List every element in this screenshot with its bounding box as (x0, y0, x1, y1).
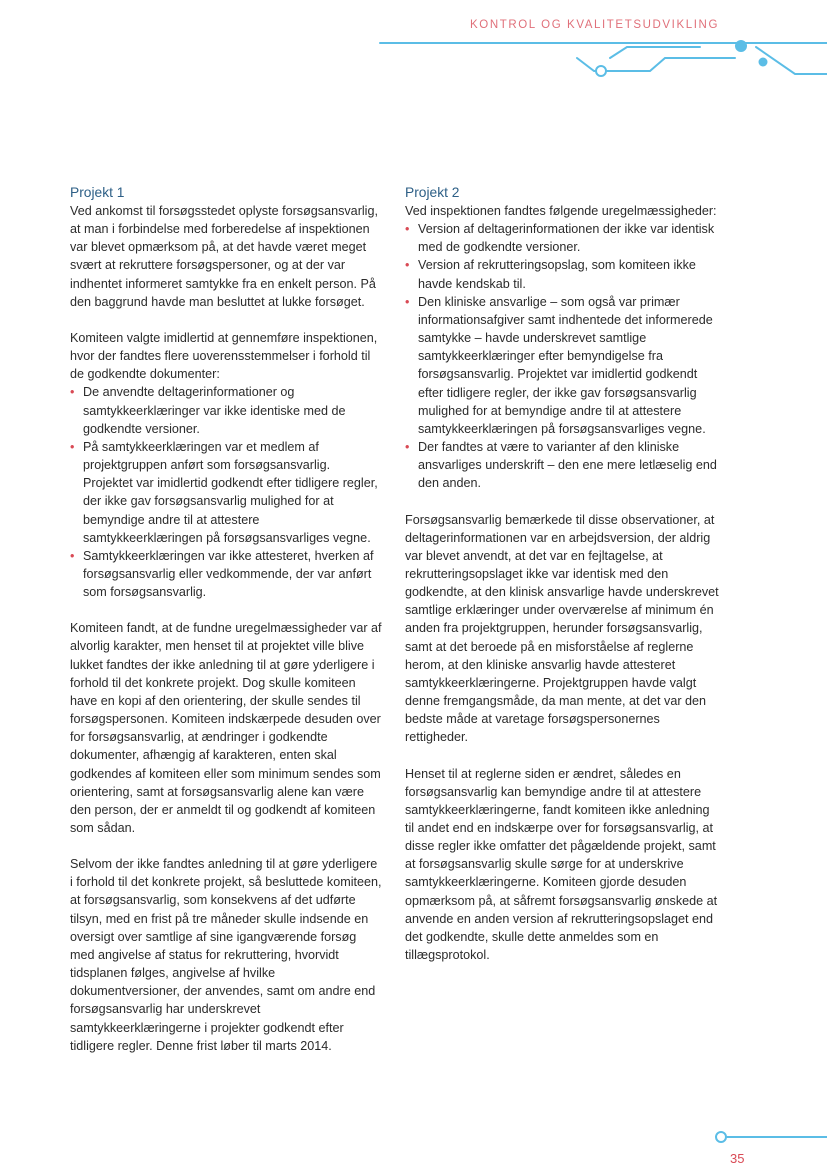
circuit-node-large (735, 40, 747, 52)
project-2-heading: Projekt 2 (405, 185, 460, 200)
paragraph: Komiteen valgte imidlertid at gennemføre inspektionen, hvor der fandtes flere uoverensstemmelser i forhold til de godkendte dokumenter: (70, 330, 378, 382)
paragraph: Henset til at reglerne siden er ændret, således en forsøgsansvarlig kan bemyndige andre til at attestere samtykkeerklæringerne, fandt komiteen ikke anledning til andet end en indskærpe over for forsøgsansvarlig, at disse regler ikke omfatter det pågældende projekt, samt at forsøgsansvarlig skulle sørge for at underskrive samtykkeerklæringerne. Komiteen gjorde desuden opmærksom på, at såfremt forsøgsansvarlig ønskede at anvende en anden version af rekrutteringsopslaget end det godkendte, skulle dette anmeldes som en tillægsprotokol. (405, 766, 718, 963)
circuit-line-branch (610, 47, 700, 58)
paragraph: Ved ankomst til forsøgsstedet oplyste forsøgsansvarlig, at man i forbindelse med forberedelse af inspektionen var blevet opmærksom på, at det havde været meget svært at rekruttere forsøgspersoner, og at der var indhentet informeret samtykke fra en enkelt person. På den baggrund havde man besluttet at lukke forsøget. (70, 204, 378, 309)
section-header-label: KONTROL OG KVALITETSUDVIKLING (470, 19, 719, 31)
list-item: • Der fandtes at være to varianter af den kliniske ansvarliges underskrift – den ene mere letlæselig end den anden. (405, 438, 721, 492)
list-item: • Version af rekrutteringsopslag, som komiteen ikke havde kendskab til. (405, 256, 721, 292)
list-item: • På samtykkeerklæringen var et medlem af projektgruppen anført som forsøgsansvarlig. Projektet var imidlertid godkendt efter tidligere regler, der ikke gav forsøgsansvarlig mulighed for at bemyndige andre til at attestere samtykkeerklæringen på forsøgsansvarliges vegne. (70, 438, 382, 547)
footer-node-ring (716, 1132, 726, 1142)
paragraph: Forsøgsansvarlig bemærkede til disse observationer, at deltagerinformationen var en arbejdsversion, der aldrig var blevet anvendt, at det var en fejltagelse, at rekrutteringsopslaget ikke var identisk med den godkendte, at den klinisk ansvarlige havde underskrevet samtlige erklæringer under overværelse af minimum én anden fra projektgruppen, herunder forsøgsansvarlig, samt at det beroede på en misforståelse af reglerne herom, at den kliniske ansvarlig havde attesteret samtykkeerklæringerne. Projektgruppen havde valgt denne fremgangsmåde, da man mente, at det var den bedste måde at varetage forsøgspersonernes rettigheder. (405, 512, 719, 745)
bullet-list (70, 383, 382, 601)
left-column (70, 183, 382, 1073)
list-item: • Version af deltagerinformationen der ikke var identisk med de godkendte versioner. (405, 220, 721, 256)
list-item: • Samtykkeerklæringen var ikke attesteret, hverken af forsøgsansvarlig eller vedkommende, der var anført som forsøgsansvarlig. (70, 547, 382, 601)
right-column (405, 183, 721, 982)
circuit-node-small (759, 58, 768, 67)
paragraph: Selvom der ikke fandtes anledning til at gøre yderligere i forhold til det konkrete projekt, så besluttede komiteen, at forsøgsansvarlig, som konsekvens af det udførte tilsyn, med en frist på tre måneder skulle indsende en oversigt over samtlige af sine igangværende forsøg med angivelse af status for rekruttering, hvorvidt tidsplanen følges, angivelse af hvilke dokumentversioner, der anvendes, samt om andre end forsøgsansvarlig har underskrevet samtykkeerklæringerne i projekter godkendt efter tidligere regler. Denne frist løber til marts 2014. (70, 857, 382, 1053)
circuit-node-ring (596, 66, 606, 76)
list-item: • Den kliniske ansvarlige – som også var primær informationsafgiver samt indhentede det informerede samtykke – havde underskrevet samtlige samtykkeerklæringer efter bemyndigelse fra forsøgsansvarlig. Projektet var imidlertid godkendt efter tidligere regler, der ikke gav forsøgsansvarlig mulighed for at bemyndige andre til at attestere samtykkeerklæringen på forsøgsansvarliges vegne. (405, 293, 721, 438)
project-1-heading: Projekt 1 (70, 185, 125, 200)
bullet-list (405, 220, 721, 492)
paragraph: Komiteen fandt, at de fundne uregelmæssigheder var af alvorlig karakter, men henset til at projektet ville blive lukket fandtes der ikke anledning til at gøre yderligere i forhold til det konkrete projekt. Dog skulle komiteen have en kopi af den orientering, der skulle sendes til forsøgspersonen. Komiteen indskærpede desuden over for forsøgsansvarlig, at ændringer i godkendte dokumenter, afhængig af karakteren, enten skal godkendes af komiteen eller som minimum sendes som orientering, samt at forsøgsansvarlig alene kan være den person, der er anmeldt til og godkendt af komiteen som sådan. (70, 621, 382, 835)
page-number: 35 (730, 1151, 745, 1166)
list-item: • De anvendte deltagerinformationer og samtykkeerklæringer var ikke identiske med de godkendte versioner. (70, 383, 382, 437)
paragraph: Ved inspektionen fandtes følgende uregelmæssigheder: (405, 204, 717, 218)
